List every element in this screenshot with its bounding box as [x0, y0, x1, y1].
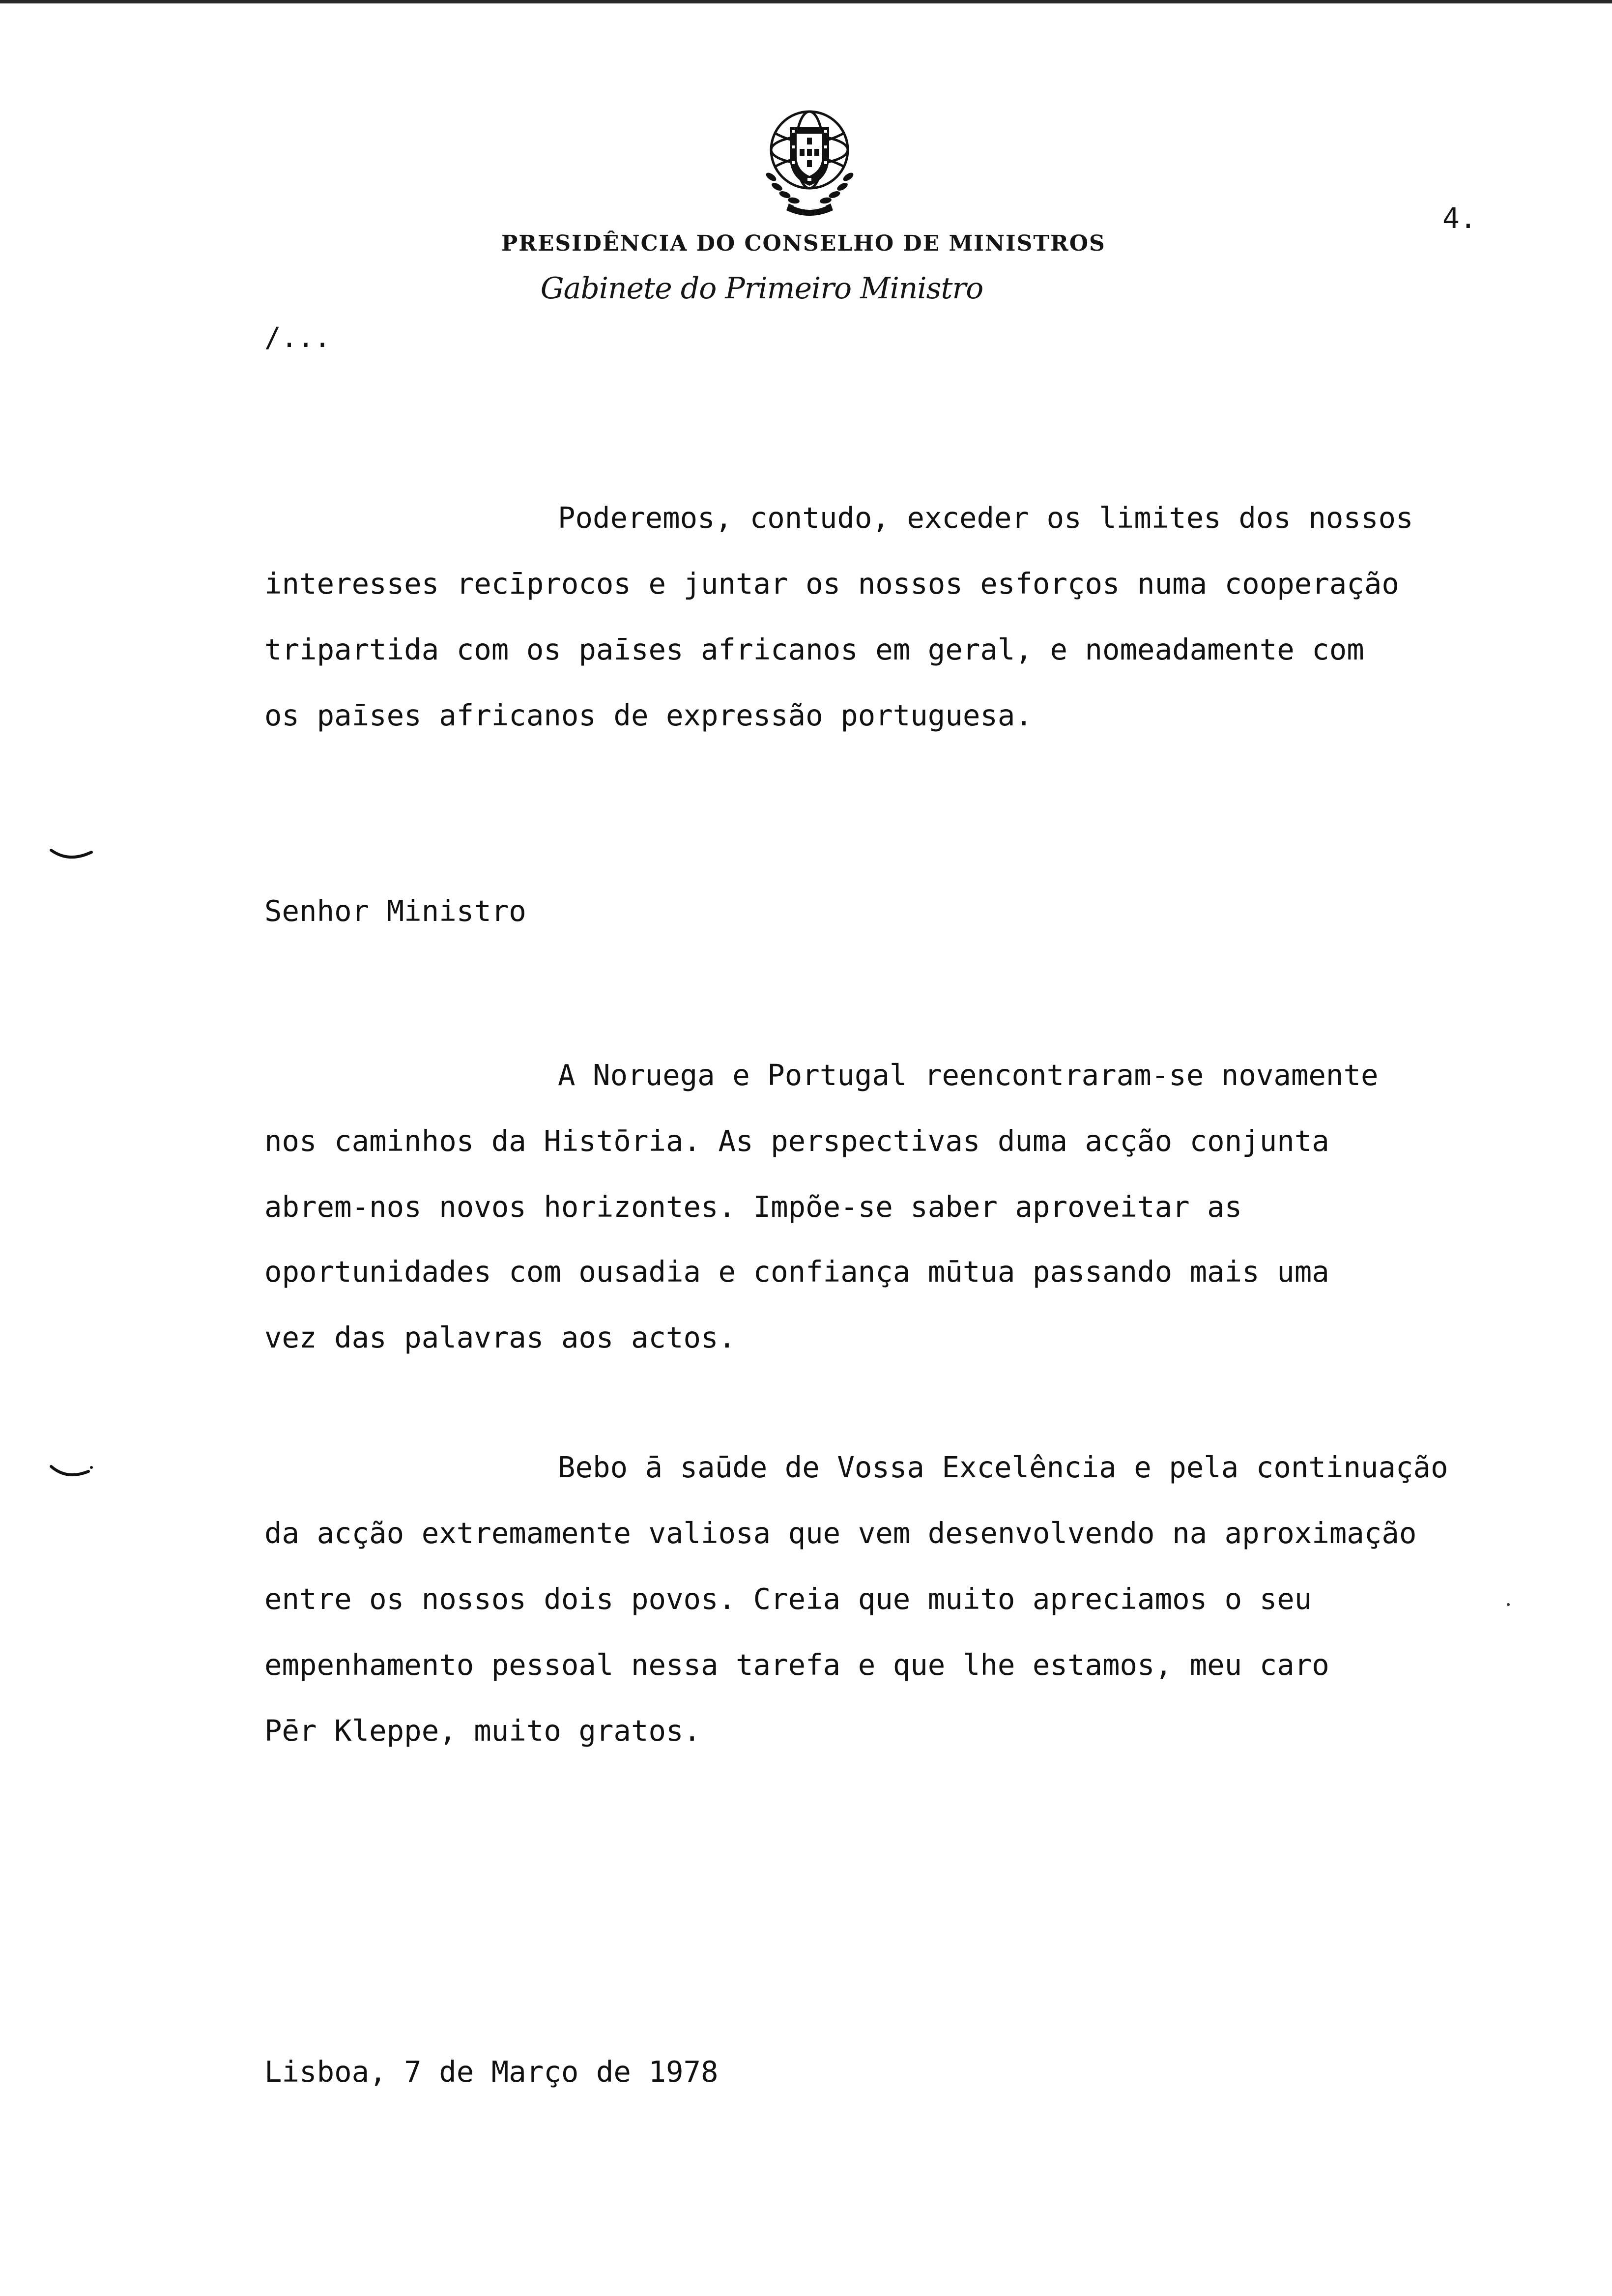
paragraph-1-line-1: Poderemos, contudo, exceder os limites dos nossos: [558, 501, 1413, 535]
paragraph-4-line-3: entre os nossos dois povos. Creia que muito apreciamos o seu: [264, 1582, 1312, 1616]
curved-tick-mark-icon: [49, 846, 93, 866]
continuation-mark: /...: [264, 322, 331, 354]
page-top-rule: [0, 0, 1612, 3]
paragraph-4-line-4: empenhamento pessoal nessa tarefa e que lhe estamos, meu caro: [264, 1648, 1329, 1682]
paragraph-3-line-3: abrem-nos novos horizontes. Impõe-se saber aproveitar as: [264, 1190, 1242, 1224]
paragraph-3-line-4: oportunidades com ousadia e confiança mūtua passando mais uma: [264, 1255, 1329, 1289]
paragraph-4-line-2: da acção extremamente valiosa que vem desenvolvendo na aproximação: [264, 1516, 1417, 1550]
place-and-date: Lisboa, 7 de Março de 1978: [264, 2055, 719, 2089]
letterhead-office: Gabinete do Primeiro Ministro: [540, 271, 983, 306]
paragraph-4-line-5: Pēr Kleppe, muito gratos.: [264, 1714, 701, 1748]
letterhead-organization: PRESIDÊNCIA DO CONSELHO DE MINISTROS: [501, 231, 1106, 256]
paragraph-4-line-1: Bebo ā saūde de Vossa Excelência e pela continuação: [558, 1450, 1448, 1484]
paragraph-1-line-2: interesses recīprocos e juntar os nossos esforços numa cooperação: [264, 567, 1399, 601]
paragraph-3-line-1: A Noruega e Portugal reencontraram-se novamente: [558, 1058, 1379, 1092]
paragraph-3-line-5: vez das palavras aos actos.: [264, 1320, 736, 1354]
salutation: Senhor Ministro: [264, 894, 526, 928]
portuguese-coat-of-arms-icon: [754, 98, 865, 216]
curved-tick-mark-icon: [49, 1464, 93, 1483]
paragraph-3-line-2: nos caminhos da Histōria. As perspectivas duma acção conjunta: [264, 1124, 1329, 1158]
page-number: 4.: [1442, 201, 1477, 235]
paragraph-1-line-4: os paīses africanos de expressão portuguesa.: [264, 698, 1033, 732]
stray-dot: [1507, 1603, 1510, 1606]
paragraph-1-line-3: tripartida com os paīses africanos em geral, e nomeadamente com: [264, 632, 1364, 666]
